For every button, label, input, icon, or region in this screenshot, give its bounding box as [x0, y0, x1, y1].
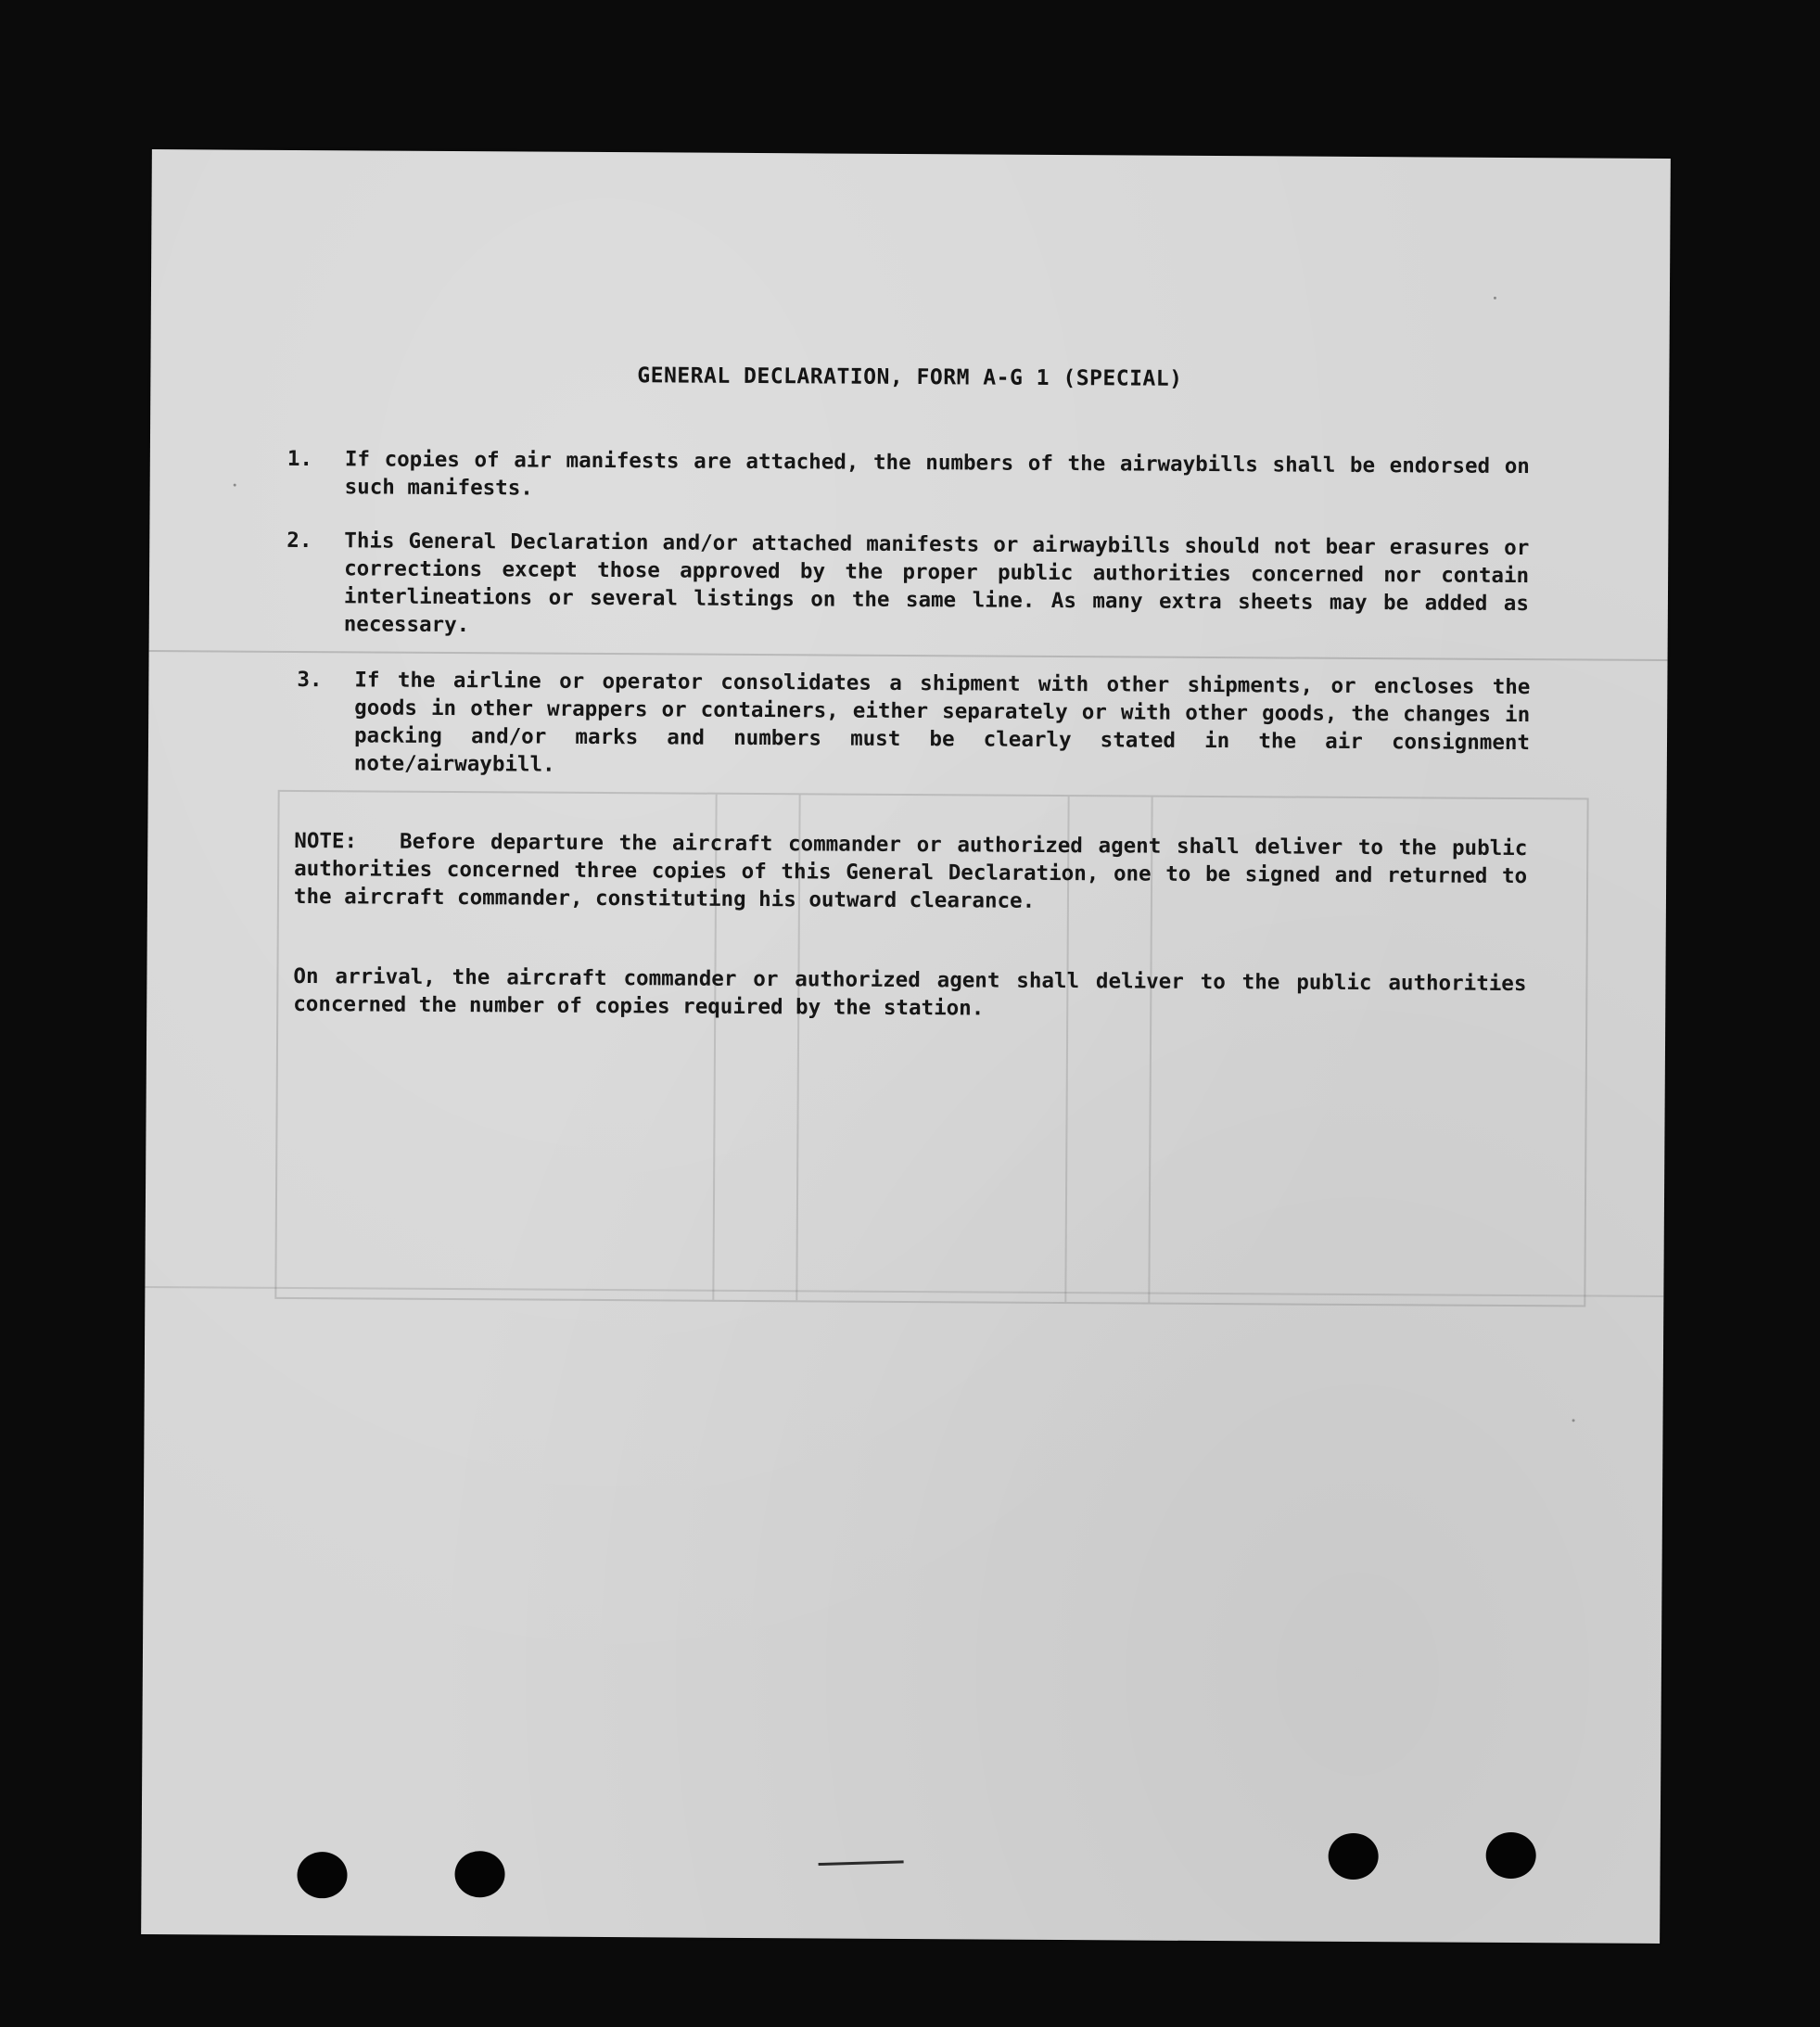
paper-speck: [1494, 297, 1496, 300]
item-text: If the airline or operator consolidates a shipment with other shipments, or encloses the goods in other wrappers or containers, either separately or with other goods, the changes in packing and/or marks and numbers must be clearly stated in the air consignment note/airwaybill.: [353, 668, 1531, 777]
note-text: Before departure the aircraft commander or authorized agent shall deliver to the public authorities concerned three copies of this General Declaration, one to be signed and returned to the aircraft commander, constituting his outward clearance.: [293, 829, 1528, 913]
item-number: 3.: [297, 667, 323, 693]
item-number: 2.: [286, 528, 312, 554]
paper-mark: [819, 1860, 904, 1866]
item-text: This General Declaration and/or attached manifests or airwaybills should not bear erasures or corrections except those approved by the proper public authorities concerned nor contain interlineations or several listings on the same line. As many extra sheets may be added as necessary.: [343, 529, 1530, 638]
departure-note: [294, 827, 1528, 918]
item-number: 1.: [286, 446, 313, 472]
instruction-item: [287, 445, 1530, 508]
punch-hole: [297, 1852, 347, 1898]
paper-speck: [234, 484, 236, 487]
document-page: [141, 149, 1671, 1944]
arrival-note: On arrival, the aircraft commander or authorized agent shall deliver to the public authorities concerned the number of copies required by the station.: [293, 963, 1527, 1021]
page-title: GENERAL DECLARATION, FORM A-G 1 (SPECIAL): [637, 363, 1183, 391]
paper-speck: [1572, 1419, 1575, 1421]
instruction-item: [286, 527, 1530, 645]
punch-hole: [1486, 1832, 1536, 1879]
punch-hole: [1329, 1833, 1379, 1880]
item-text: If copies of air manifests are attached, the numbers of the airwaybills shall be endorsed on such manifests.: [344, 447, 1530, 501]
fold-line-upper: [149, 650, 1668, 661]
punch-hole: [454, 1851, 504, 1897]
note-label: NOTE:: [294, 828, 358, 854]
instruction-item: [297, 666, 1531, 784]
